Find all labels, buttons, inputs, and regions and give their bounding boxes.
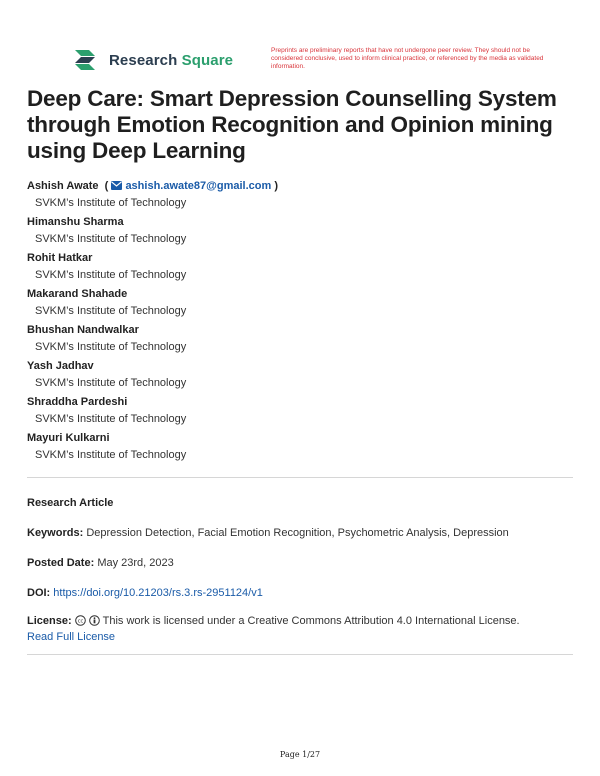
author-affiliation: SVKM’s Institute of Technology <box>35 197 187 209</box>
author-name: Himanshu Sharma <box>27 216 124 228</box>
divider <box>27 477 573 478</box>
author-name: Shraddha Pardeshi <box>27 396 128 408</box>
license-label: License: <box>27 615 72 627</box>
author-entry <box>27 250 573 286</box>
license-text: This work is licensed under a Creative Commons Attribution 4.0 International License. <box>102 615 520 627</box>
logo-text-research: Research <box>109 51 178 69</box>
author-entry <box>27 322 573 358</box>
author-name: Ashish Awate <box>27 180 99 192</box>
keywords-label: Keywords: <box>27 527 84 539</box>
keywords-row <box>27 525 573 541</box>
logo-text-square: Square <box>181 51 234 69</box>
by-icon <box>89 615 100 626</box>
posted-date-row <box>27 555 573 571</box>
research-square-logo[interactable] <box>75 48 233 72</box>
logo-text <box>109 52 233 69</box>
author-affiliation: SVKM’s Institute of Technology <box>35 449 187 461</box>
posted-date-value: May 23rd, 2023 <box>97 557 174 569</box>
author-affiliation: SVKM’s Institute of Technology <box>35 305 187 317</box>
author-entry <box>27 358 573 394</box>
cc-icon <box>75 615 86 626</box>
author-name: Yash Jadhav <box>27 360 94 372</box>
doi-link[interactable]: https://doi.org/10.21203/rs.3.rs-2951124/v1 <box>53 587 263 599</box>
keywords-value: Depression Detection, Facial Emotion Recognition, Psychometric Analysis, Depression <box>86 527 509 539</box>
author-entry <box>27 430 573 466</box>
doi-label: DOI: <box>27 587 51 599</box>
author-list <box>27 178 573 466</box>
preprint-disclaimer: Preprints are preliminary reports that have not undergone peer review. They should not be considered conclusive, used to inform clinical practice, or referenced by the media as validated information. <box>271 47 544 70</box>
author-email-link[interactable]: ashish.awate87@gmail.com <box>125 180 272 192</box>
author-affiliation: SVKM’s Institute of Technology <box>35 413 187 425</box>
author-entry <box>27 394 573 430</box>
svg-text:cc: cc <box>77 618 83 625</box>
author-affiliation: SVKM’s Institute of Technology <box>35 377 187 389</box>
author-name: Mayuri Kulkarni <box>27 432 110 444</box>
author-name: Rohit Hatkar <box>27 252 93 264</box>
research-square-logo-icon <box>75 48 101 72</box>
posted-date-label: Posted Date: <box>27 557 95 569</box>
mail-icon <box>111 181 122 190</box>
author-entry <box>27 214 573 250</box>
doi-row <box>27 585 573 601</box>
author-affiliation: SVKM’s Institute of Technology <box>35 233 187 245</box>
author-email-wrapper: ( ashish.awate87@gmail.com ) <box>101 180 279 192</box>
author-name: Makarand Shahade <box>27 288 128 300</box>
author-affiliation: SVKM’s Institute of Technology <box>35 341 187 353</box>
divider <box>27 654 573 655</box>
page-number: Page 1/27 <box>279 750 321 759</box>
author-name: Bhushan Nandwalkar <box>27 324 139 336</box>
author-entry <box>27 286 573 322</box>
author-entry <box>27 178 573 214</box>
paper-title: Deep Care: Smart Depression Counselling System through Emotion Recognition and Opinion mining using Deep Learning <box>27 86 557 163</box>
article-type <box>27 495 573 511</box>
license-row <box>27 613 573 645</box>
author-affiliation: SVKM’s Institute of Technology <box>35 269 187 281</box>
read-full-license-link[interactable]: Read Full License <box>27 631 116 643</box>
header <box>75 48 555 78</box>
article-type-label: Research Article <box>27 497 114 509</box>
